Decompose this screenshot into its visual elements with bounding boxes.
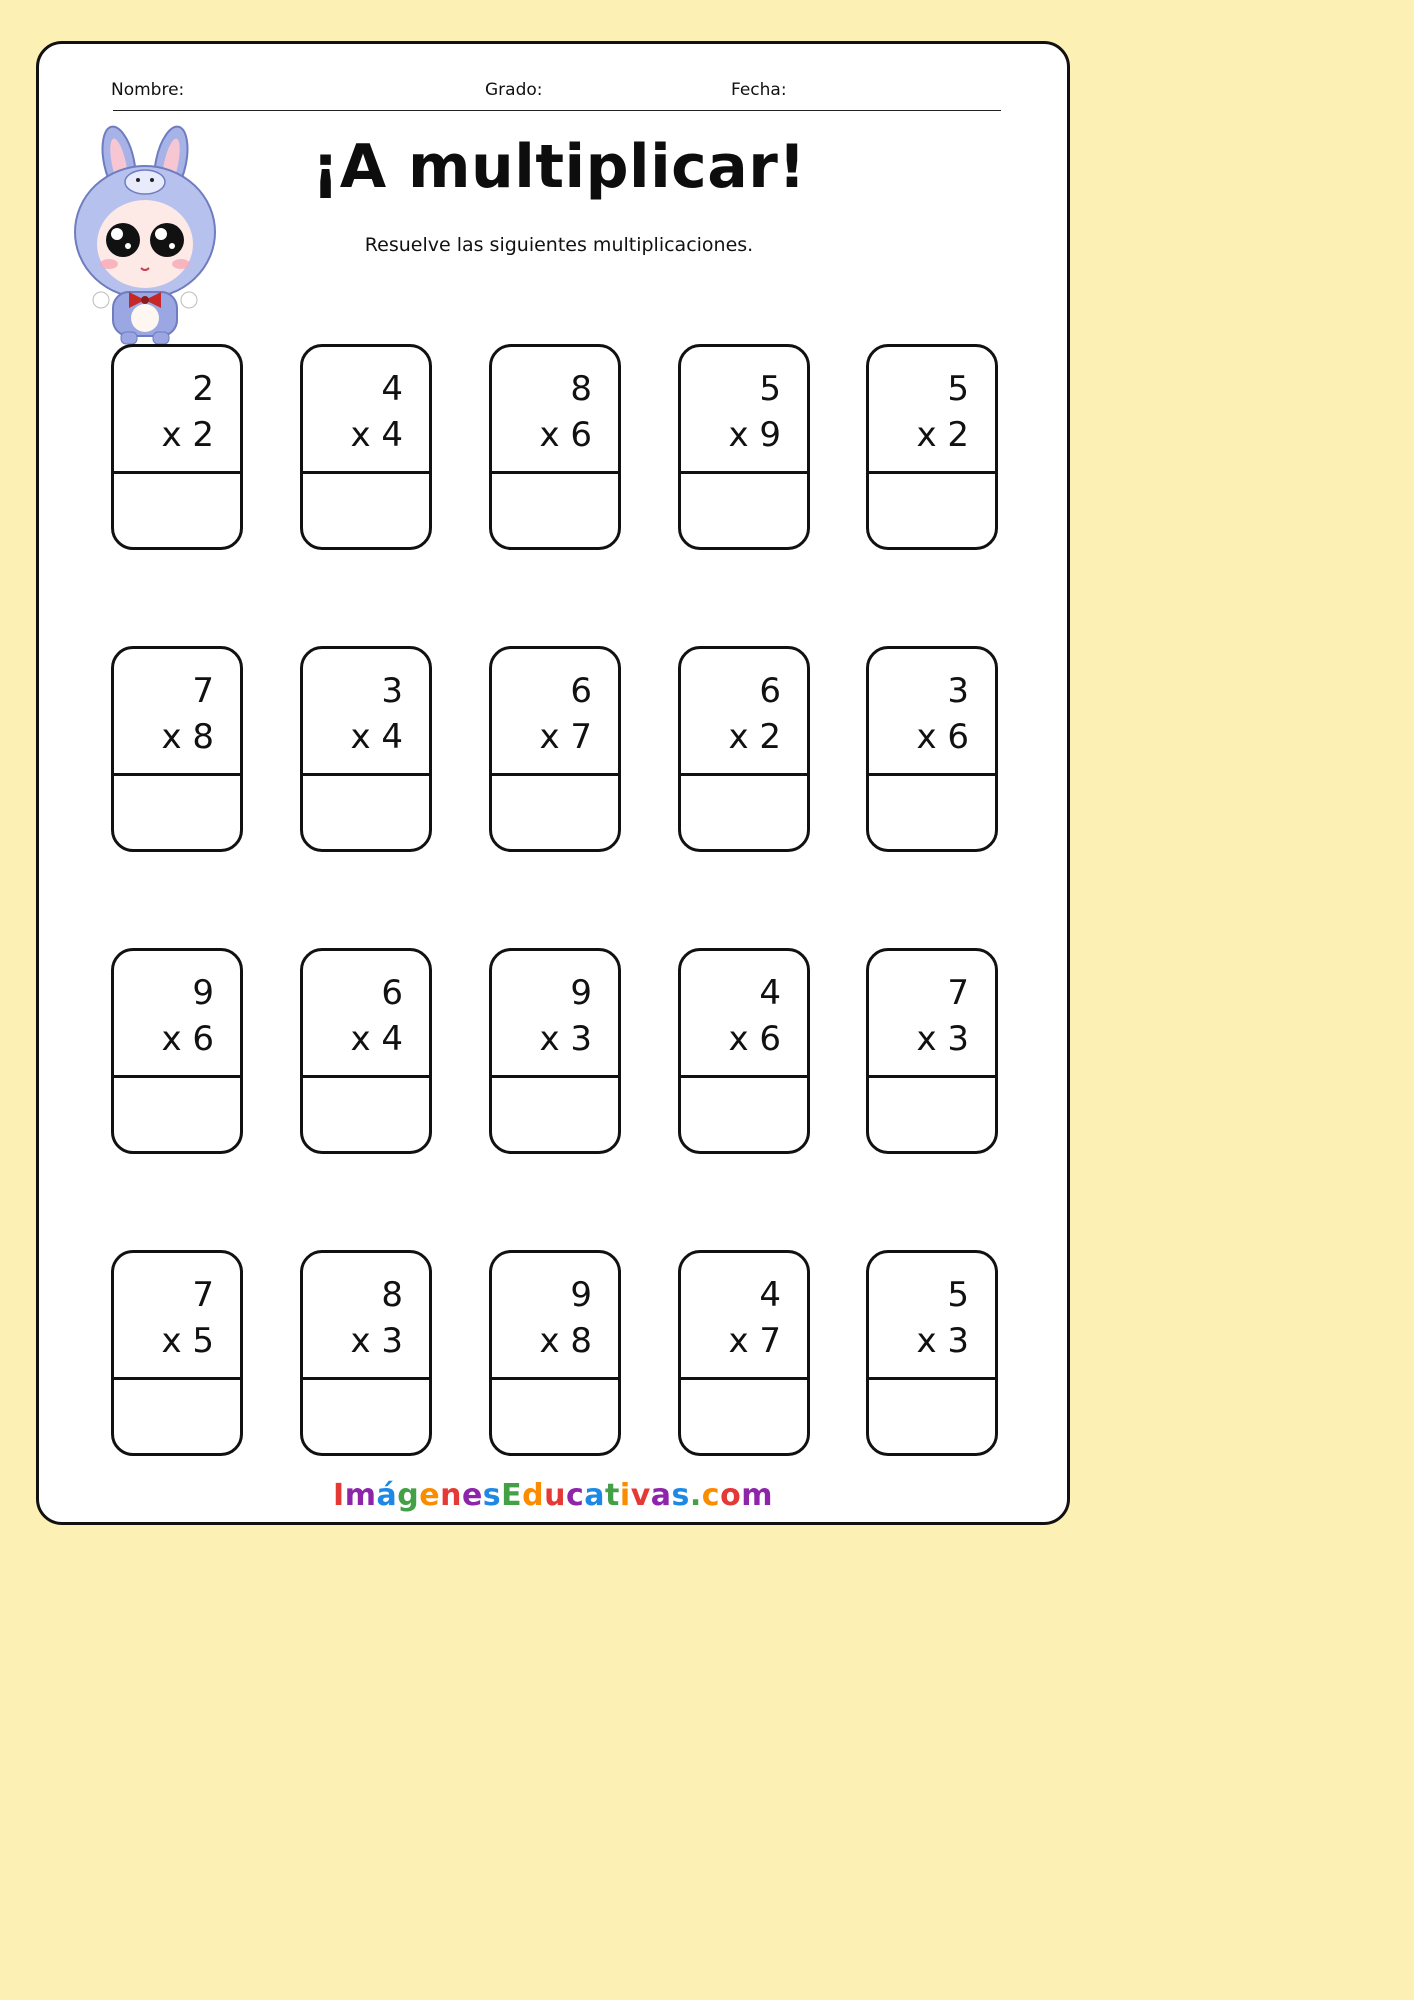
name-label: Nombre: bbox=[111, 80, 185, 100]
answer-box[interactable] bbox=[492, 776, 618, 849]
multiplicand: 4 bbox=[759, 973, 781, 1013]
answer-box[interactable] bbox=[492, 1380, 618, 1453]
multiplier: x 2 bbox=[161, 415, 214, 455]
page-title: ¡A multiplicar! bbox=[311, 132, 807, 202]
problem-card bbox=[489, 344, 621, 550]
problem-operands bbox=[681, 649, 807, 776]
problem-card bbox=[489, 948, 621, 1154]
problem-card bbox=[678, 646, 810, 852]
multiplicand: 9 bbox=[192, 973, 214, 1013]
multiplicand: 9 bbox=[570, 973, 592, 1013]
footer-letter: c bbox=[701, 1478, 721, 1513]
footer-letter: e bbox=[419, 1478, 441, 1513]
problem-card bbox=[111, 1250, 243, 1456]
problem-operands bbox=[869, 951, 995, 1078]
problem-operands bbox=[492, 649, 618, 776]
footer-letter: I bbox=[333, 1478, 345, 1513]
problem-operands bbox=[303, 649, 429, 776]
footer-letter: E bbox=[501, 1478, 523, 1513]
problem-card bbox=[866, 948, 998, 1154]
problem-operands bbox=[303, 1253, 429, 1380]
footer-letter: i bbox=[619, 1478, 631, 1513]
problem-card bbox=[866, 1250, 998, 1456]
multiplier: x 4 bbox=[350, 1019, 403, 1059]
answer-box[interactable] bbox=[114, 474, 240, 547]
footer-letter: e bbox=[461, 1478, 483, 1513]
problem-card bbox=[678, 344, 810, 550]
problem-card bbox=[489, 1250, 621, 1456]
multiplicand: 6 bbox=[570, 671, 592, 711]
footer-letter: s bbox=[482, 1478, 502, 1513]
worksheet bbox=[36, 41, 1070, 1525]
problem-operands bbox=[492, 1253, 618, 1380]
footer-letter: . bbox=[689, 1478, 702, 1513]
problem-card bbox=[300, 646, 432, 852]
problem-operands bbox=[492, 347, 618, 474]
multiplier: x 2 bbox=[916, 415, 969, 455]
footer-letter: s bbox=[671, 1478, 690, 1513]
problem-operands bbox=[303, 347, 429, 474]
problem-operands bbox=[681, 951, 807, 1078]
answer-box[interactable] bbox=[114, 776, 240, 849]
answer-box[interactable] bbox=[114, 1078, 240, 1151]
problem-operands bbox=[869, 1253, 995, 1380]
multiplier: x 6 bbox=[161, 1019, 214, 1059]
multiplier: x 3 bbox=[539, 1019, 592, 1059]
multiplier: x 3 bbox=[916, 1321, 969, 1361]
problem-operands bbox=[114, 951, 240, 1078]
multiplier: x 8 bbox=[539, 1321, 592, 1361]
multiplier: x 6 bbox=[728, 1019, 781, 1059]
multiplicand: 9 bbox=[570, 1275, 592, 1315]
multiplicand: 3 bbox=[947, 671, 969, 711]
multiplicand: 6 bbox=[381, 973, 403, 1013]
multiplicand: 8 bbox=[570, 369, 592, 409]
multiplicand: 3 bbox=[381, 671, 403, 711]
footer-letter: a bbox=[584, 1478, 606, 1513]
answer-box[interactable] bbox=[869, 1380, 995, 1453]
footer-letter: d bbox=[522, 1478, 545, 1513]
multiplier: x 6 bbox=[539, 415, 592, 455]
footer-letter: n bbox=[440, 1478, 462, 1513]
multiplicand: 6 bbox=[759, 671, 781, 711]
multiplier: x 4 bbox=[350, 415, 403, 455]
multiplier: x 3 bbox=[916, 1019, 969, 1059]
multiplier: x 3 bbox=[350, 1321, 403, 1361]
problem-card bbox=[678, 1250, 810, 1456]
grade-label: Grado: bbox=[485, 80, 543, 100]
multiplicand: 7 bbox=[947, 973, 969, 1013]
multiplier: x 7 bbox=[539, 717, 592, 757]
answer-box[interactable] bbox=[303, 474, 429, 547]
multiplier: x 5 bbox=[161, 1321, 214, 1361]
problem-card bbox=[300, 948, 432, 1154]
multiplicand: 8 bbox=[381, 1275, 403, 1315]
footer-letter: v bbox=[630, 1478, 651, 1513]
multiplier: x 8 bbox=[161, 717, 214, 757]
problem-operands bbox=[869, 649, 995, 776]
problem-card bbox=[300, 344, 432, 550]
problem-card bbox=[489, 646, 621, 852]
footer-logo bbox=[39, 1478, 1067, 1513]
answer-box[interactable] bbox=[869, 776, 995, 849]
problem-operands bbox=[869, 347, 995, 474]
answer-box[interactable] bbox=[869, 1078, 995, 1151]
problem-card bbox=[111, 344, 243, 550]
answer-box[interactable] bbox=[492, 1078, 618, 1151]
problem-card bbox=[300, 1250, 432, 1456]
multiplicand: 4 bbox=[759, 1275, 781, 1315]
problem-card bbox=[866, 646, 998, 852]
answer-box[interactable] bbox=[303, 1078, 429, 1151]
multiplicand: 2 bbox=[192, 369, 214, 409]
multiplier: x 9 bbox=[728, 415, 781, 455]
problem-card bbox=[111, 646, 243, 852]
footer-letter: u bbox=[544, 1478, 566, 1513]
answer-box[interactable] bbox=[681, 474, 807, 547]
problem-card bbox=[678, 948, 810, 1154]
problem-operands bbox=[114, 1253, 240, 1380]
footer-letter: o bbox=[720, 1478, 742, 1513]
answer-box[interactable] bbox=[681, 776, 807, 849]
problem-operands bbox=[492, 951, 618, 1078]
multiplier: x 6 bbox=[916, 717, 969, 757]
multiplicand: 7 bbox=[192, 1275, 214, 1315]
problem-operands bbox=[303, 951, 429, 1078]
answer-box[interactable] bbox=[869, 474, 995, 547]
answer-box[interactable] bbox=[492, 474, 618, 547]
footer-letter: c bbox=[566, 1478, 585, 1513]
footer-letter: g bbox=[397, 1478, 420, 1513]
footer-letter: m bbox=[741, 1478, 773, 1513]
multiplier: x 4 bbox=[350, 717, 403, 757]
problem-operands bbox=[681, 1253, 807, 1380]
answer-box[interactable] bbox=[114, 1380, 240, 1453]
problem-card bbox=[866, 344, 998, 550]
problem-operands bbox=[681, 347, 807, 474]
footer-letter: á bbox=[376, 1478, 398, 1513]
problem-card bbox=[111, 948, 243, 1154]
multiplicand: 5 bbox=[947, 1275, 969, 1315]
problems-grid bbox=[39, 44, 1067, 1522]
multiplier: x 2 bbox=[728, 717, 781, 757]
answer-box[interactable] bbox=[303, 776, 429, 849]
multiplicand: 7 bbox=[192, 671, 214, 711]
answer-box[interactable] bbox=[303, 1380, 429, 1453]
footer-letter: a bbox=[650, 1478, 672, 1513]
multiplicand: 5 bbox=[947, 369, 969, 409]
multiplier: x 7 bbox=[728, 1321, 781, 1361]
answer-box[interactable] bbox=[681, 1078, 807, 1151]
problem-operands bbox=[114, 347, 240, 474]
problem-operands bbox=[114, 649, 240, 776]
multiplicand: 4 bbox=[381, 369, 403, 409]
date-label: Fecha: bbox=[731, 80, 787, 100]
answer-box[interactable] bbox=[681, 1380, 807, 1453]
footer-letter: t bbox=[605, 1478, 620, 1513]
multiplicand: 5 bbox=[759, 369, 781, 409]
instructions: Resuelve las siguientes multiplicaciones. bbox=[364, 234, 754, 256]
footer-letter: m bbox=[344, 1478, 377, 1513]
